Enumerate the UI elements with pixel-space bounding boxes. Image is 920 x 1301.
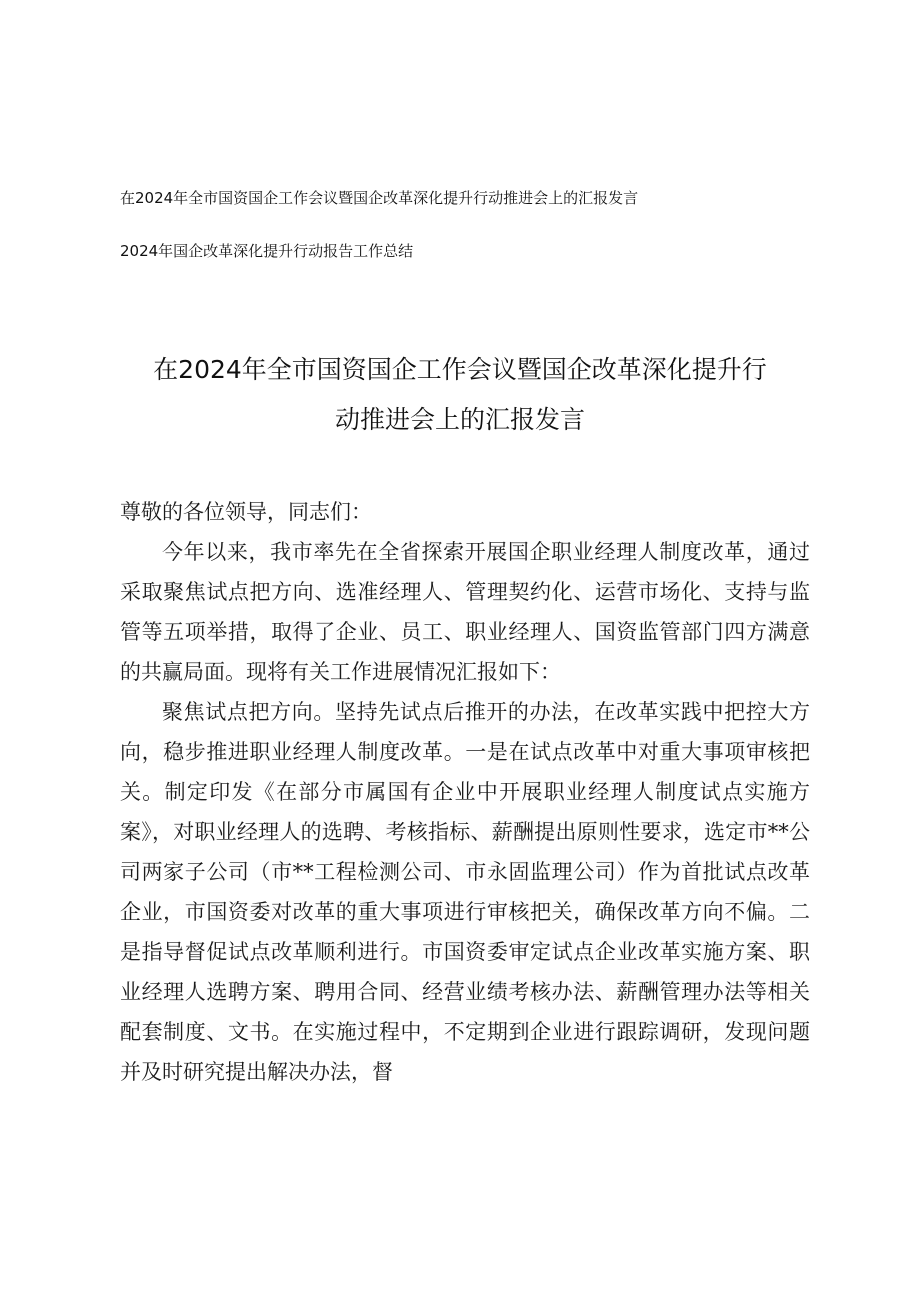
toc-item[interactable]: 在2024年全市国资国企工作会议暨国企改革深化提升行动推进会上的汇报发言 bbox=[120, 189, 639, 207]
document-title bbox=[120, 345, 800, 445]
table-of-contents bbox=[120, 183, 820, 289]
body-paragraph: 今年以来，我市率先在全省探索开展国企职业经理人制度改革，通过采取聚焦试点把方向、选准经理人、管理契约化、运营市场化、支持与监管等五项举措，取得了企业、员工、职业经理人、国资监管部门四方满意的共赢局面。现将有关工作进展情况汇报如下： bbox=[120, 540, 810, 684]
body-paragraph: 聚焦试点把方向。坚持先试点后推开的办法，在改革实践中把控大方向，稳步推进职业经理人制度改革。一是在试点改革中对重大事项审核把关。制定印发《在部分市属国有企业中开展职业经理人制度试点实施方案》，对职业经理人的选聘、考核指标、薪酬提出原则性要求，选定市**公司两家子公司（市**工程检测公司、市永固监理公司）作为首批试点改革企业，市国资委对改革的重大事项进行审核把关，确保改革方向不偏。二是指导督促试点改革顺利进行。市国资委审定试点企业改革实施方案、职业经理人选聘方案、聘用合同、经营业绩考核办法、薪酬管理办法等相关配套制度、文书。在实施过程中，不定期到企业进行跟踪调研，发现问题并及时研究提出解决办法，督 bbox=[120, 700, 810, 1084]
toc-item[interactable]: 2024年国企改革深化提升行动报告工作总结 bbox=[120, 242, 414, 260]
document-title-line-1: 在2024年全市国资国企工作会议暨国企改革深化提升行 bbox=[153, 355, 767, 384]
document-body bbox=[120, 492, 810, 1092]
salutation: 尊敬的各位领导，同志们： bbox=[120, 500, 372, 524]
document-title-line-2: 动推进会上的汇报发言 bbox=[334, 405, 585, 434]
